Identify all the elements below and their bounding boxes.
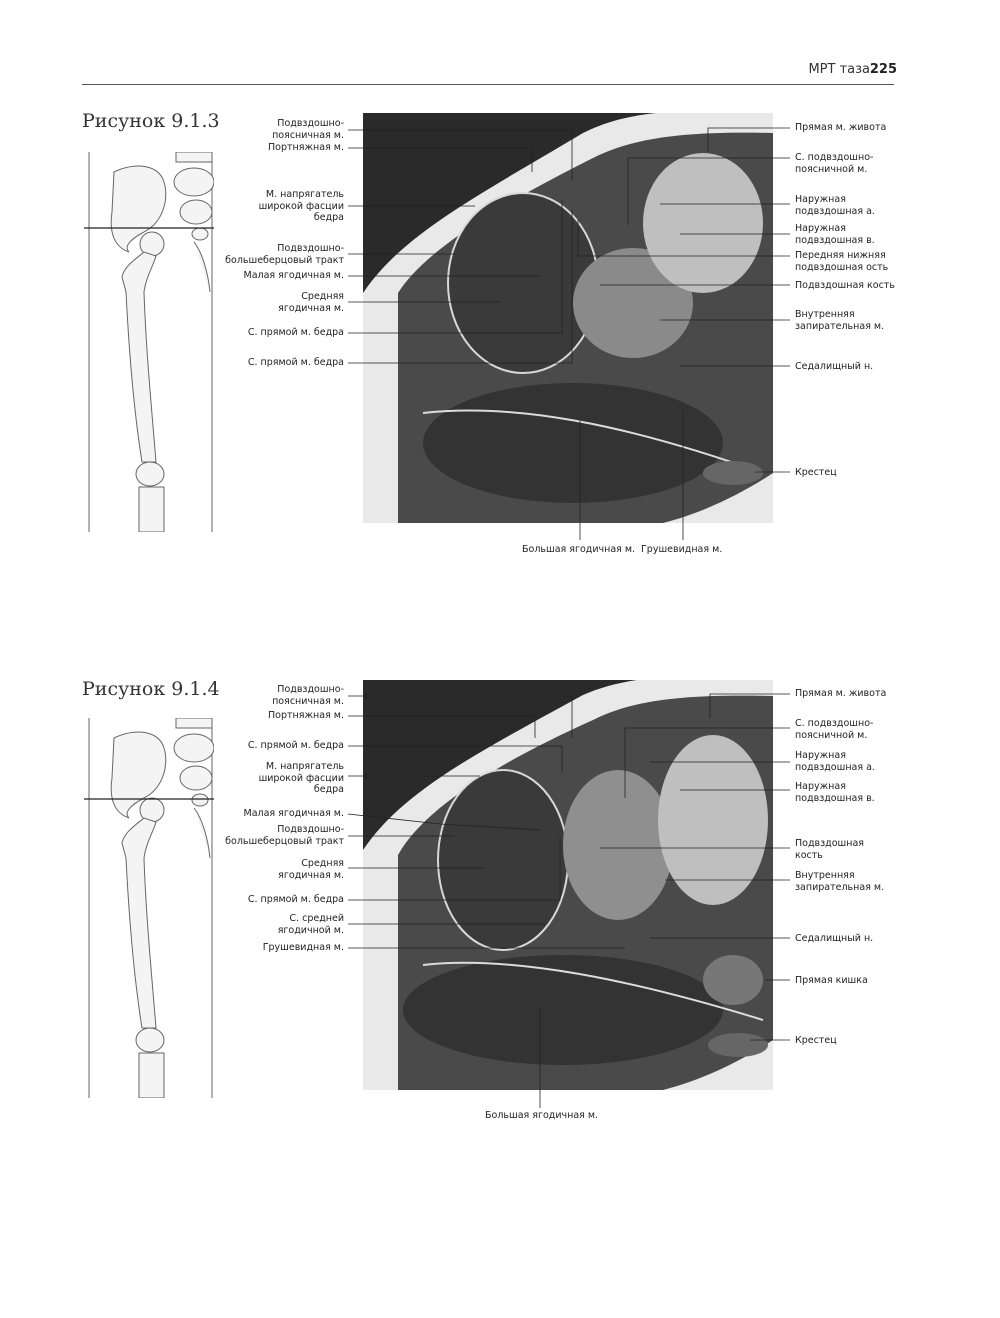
label-rectus-femoris-tendon-1: С. прямой м. бедра <box>247 327 344 338</box>
header-rule <box>82 84 894 85</box>
label-external-iliac-vein: Наружная подвздошная в. <box>795 781 875 804</box>
label-piriformis: Грушевидная м. <box>641 544 723 555</box>
label-iliopsoas-tendon: С. подвздошно- поясничной м. <box>795 152 874 175</box>
page-number: 225 <box>869 62 897 77</box>
running-head: МРТ таза <box>808 62 870 77</box>
label-sacrum: Крестец <box>795 467 837 478</box>
label-sartorius: Портняжная м. <box>268 142 344 153</box>
label-tensor-fasciae-latae: М. напрягатель широкой фасции бедра <box>258 189 344 223</box>
label-tensor-fasciae-latae: М. напрягатель широкой фасции бедра <box>258 761 344 795</box>
figure-title: Рисунок 9.1.4 <box>82 678 220 700</box>
label-external-iliac-vein: Наружная подвздошная в. <box>795 223 875 246</box>
label-gluteus-minimus: Малая ягодичная м. <box>243 808 344 819</box>
label-rectus-abdominis: Прямая м. живота <box>795 122 887 133</box>
label-anterior-inferior-iliac-spine: Передняя нижняя подвздошная ость <box>795 250 889 273</box>
leg-skeleton-diagram <box>84 152 214 532</box>
figure-9-1-3 <box>0 110 1000 570</box>
label-rectus-abdominis: Прямая м. живота <box>795 688 887 699</box>
label-ilium: Подвздошная кость <box>795 280 895 291</box>
label-rectus-femoris-tendon-1: С. прямой м. бедра <box>247 740 344 751</box>
label-rectus-femoris-tendon-2: С. прямой м. бедра <box>247 357 344 368</box>
label-gluteus-medius-tendon: С. средней ягодичной м. <box>277 913 344 936</box>
label-external-iliac-artery: Наружная подвздошная а. <box>795 750 875 773</box>
label-sciatic-nerve: Седалищный н. <box>795 361 874 372</box>
label-iliopsoas: Подвздошно- поясничная м. <box>272 118 344 141</box>
label-iliotibial-tract: Подвздошно- большеберцовый тракт <box>225 243 344 266</box>
mri-image <box>363 113 773 523</box>
label-iliopsoas: Подвздошно- поясничная м. <box>272 684 344 707</box>
label-gluteus-maximus: Большая ягодичная м. <box>485 1110 599 1121</box>
label-sciatic-nerve: Седалищный н. <box>795 933 874 944</box>
label-ilium: Подвздошная кость <box>795 838 864 861</box>
label-sartorius: Портняжная м. <box>268 710 344 721</box>
label-iliotibial-tract: Подвздошно- большеберцовый тракт <box>225 824 344 847</box>
label-gluteus-medius: Средняя ягодичная м. <box>278 291 344 314</box>
label-external-iliac-artery: Наружная подвздошная а. <box>795 194 875 217</box>
label-rectum: Прямая кишка <box>795 975 868 986</box>
label-rectus-femoris-tendon-2: С. прямой м. бедра <box>247 894 344 905</box>
label-gluteus-minimus: Малая ягодичная м. <box>243 270 344 281</box>
label-gluteus-maximus: Большая ягодичная м. <box>522 544 636 555</box>
label-gluteus-medius: Средняя ягодичная м. <box>278 858 344 881</box>
figure-9-1-4 <box>0 678 1000 1138</box>
label-sacrum: Крестец <box>795 1035 837 1046</box>
mri-image <box>363 680 773 1090</box>
figure-title: Рисунок 9.1.3 <box>82 110 220 132</box>
label-obturator-internus: Внутренняя запирательная м. <box>795 309 885 332</box>
label-iliopsoas-tendon: С. подвздошно- поясничной м. <box>795 718 874 741</box>
leg-skeleton-diagram <box>84 718 214 1098</box>
label-piriformis: Грушевидная м. <box>262 942 344 953</box>
page-header <box>0 0 1000 90</box>
label-obturator-internus: Внутренняя запирательная м. <box>795 870 885 893</box>
